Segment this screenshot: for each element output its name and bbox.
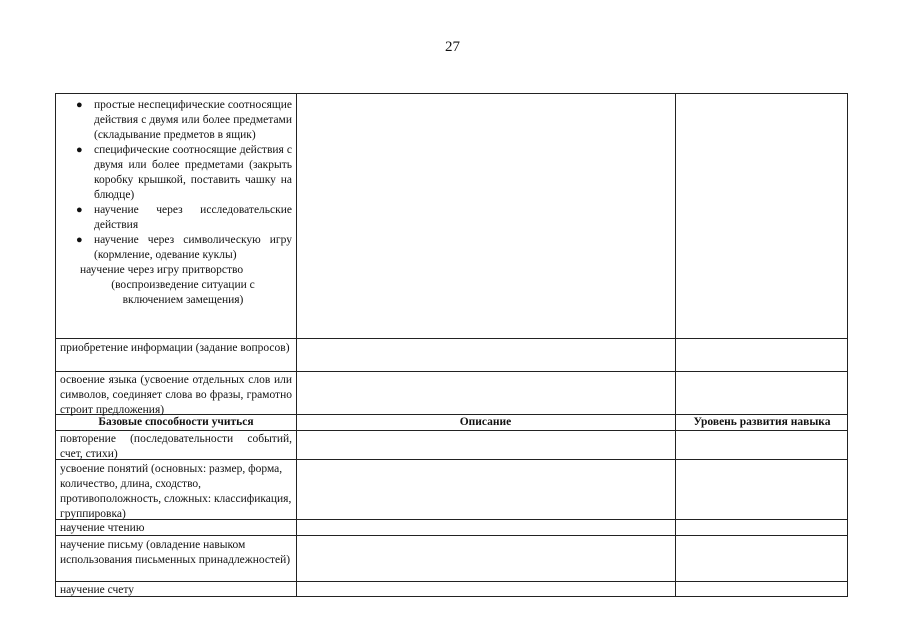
header-description: Описание — [459, 416, 512, 428]
header-abilities: Базовые способности учиться — [98, 416, 254, 428]
bullet-dot-icon: ● — [76, 99, 83, 111]
table-row: научение счету — [60, 584, 134, 596]
table-row: научение чтению — [60, 522, 145, 534]
row-divider — [56, 371, 847, 372]
bullet-list — [60, 98, 292, 263]
list-item: ● научение через символическую игру (кормление, одевание куклы) — [76, 234, 292, 261]
pretend-play-line: научение через игру притворство — [80, 264, 244, 276]
list-item: ● простые неспецифические соотносящие действия с двумя или более предметами (складывание предметов в ящик) — [76, 99, 292, 141]
language-cell: освоение языка (усвоение отдельных слов или символов, соединяет слова во фразы, грамотно строит предложения) — [60, 374, 292, 416]
list-item: ● научение через исследовательские действия — [76, 204, 292, 231]
bullet-dot-icon: ● — [76, 234, 83, 246]
row-divider — [56, 430, 847, 431]
header-skill-level: Уровень развития навыка — [693, 416, 831, 428]
assessment-table — [55, 93, 848, 597]
info-acquisition-cell: приобретение информации (задание вопросов) — [60, 342, 290, 354]
page-number: 27 — [445, 39, 460, 55]
column-divider-1 — [296, 94, 297, 596]
list-item: ● специфические соотносящие действия с двумя или более предметами (закрыть коробку крышкой, поставить чашку на блюдце) — [76, 144, 292, 201]
table-row: повторение (последовательности событий, счет, стихи) — [60, 433, 292, 460]
learning-methods-cell — [60, 98, 292, 308]
bullet-dot-icon: ● — [76, 204, 83, 216]
table-row: научение письму (овладение навыком использования письменных принадлежностей) — [60, 539, 291, 566]
table-row: усвоение понятий (основных: размер, форма, количество, длина, сходство, противоположность, сложных: классификация, группировка) — [60, 463, 292, 520]
pretend-play-sub: (воспроизведение ситуации с включением замещения) — [111, 279, 255, 306]
bullet-dot-icon: ● — [76, 144, 83, 156]
row-divider — [56, 338, 847, 339]
column-divider-2 — [675, 94, 676, 596]
row-divider — [56, 581, 847, 582]
